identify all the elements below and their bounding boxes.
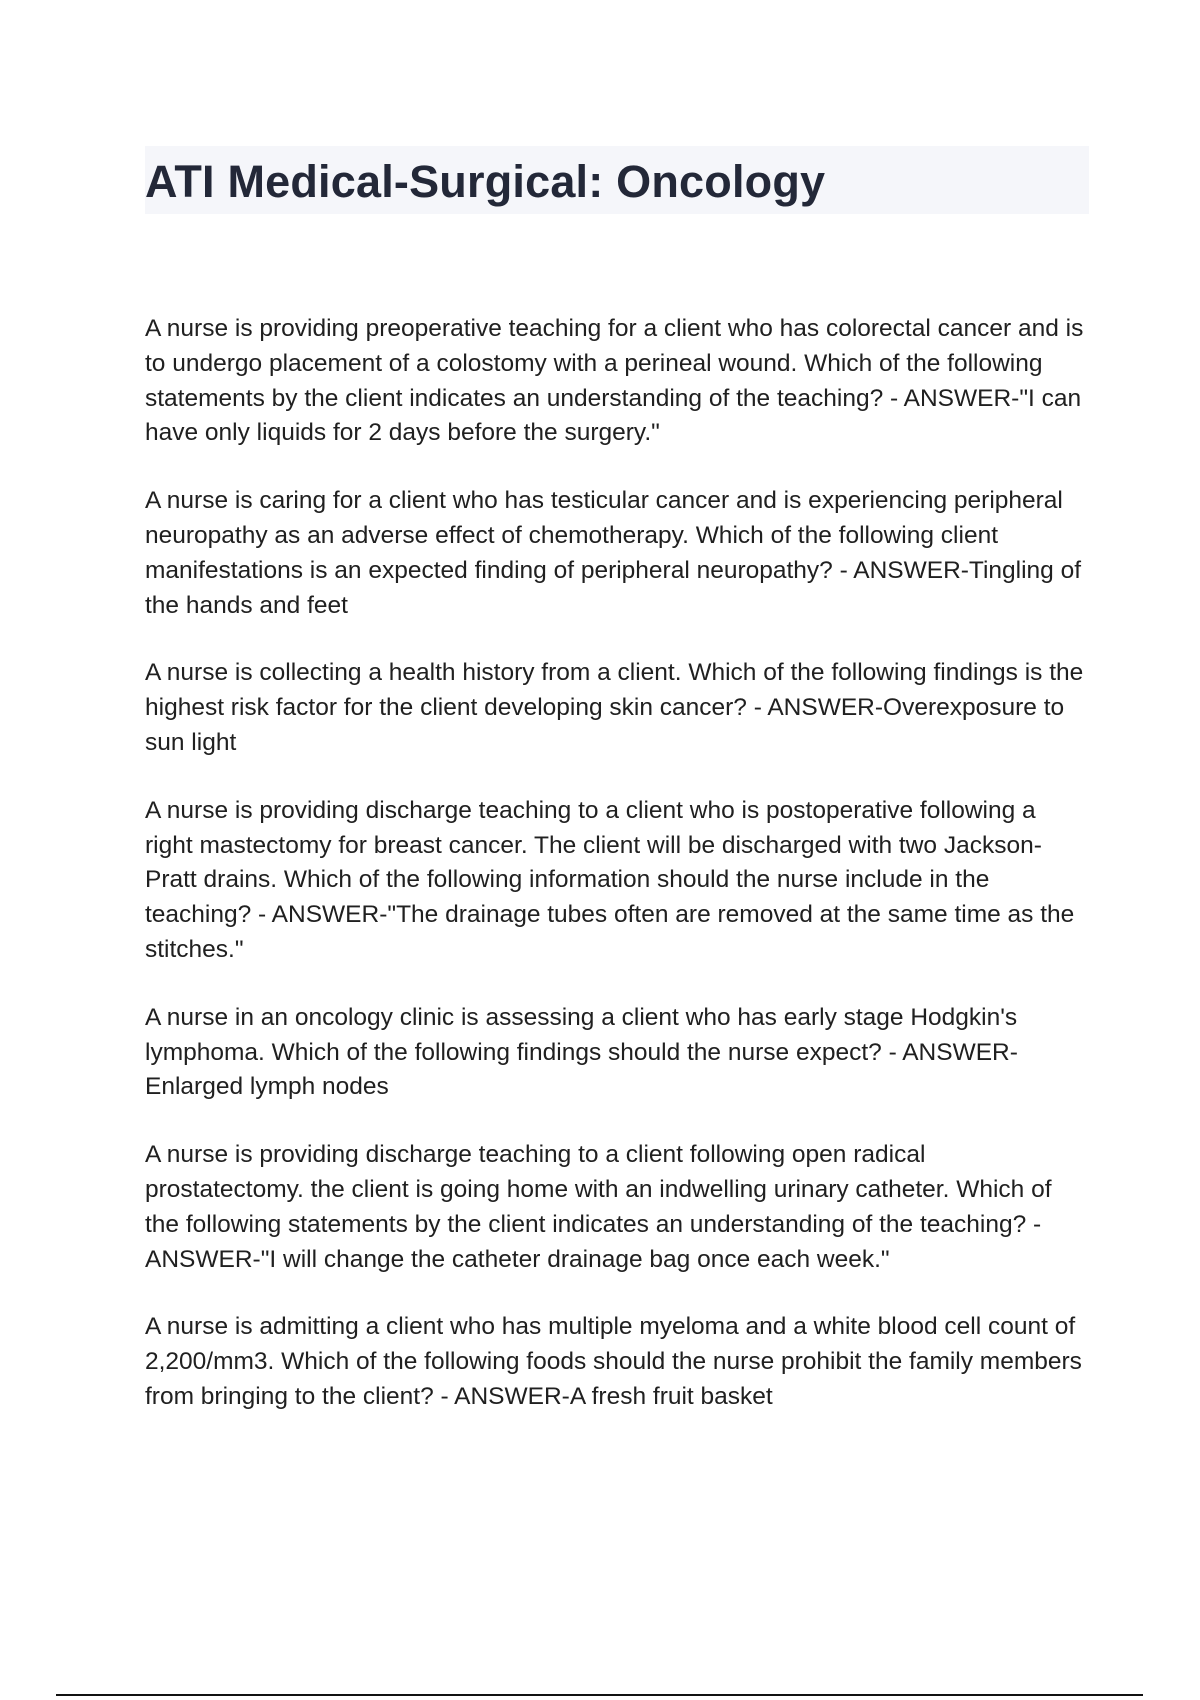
qa-paragraph: A nurse is admitting a client who has multiple myeloma and a white blood cell count of 2,200/mm3. Which of the following foods should the nurse prohibit the family members from bringing to the client? - ANSWER-A fresh fruit basket [145,1313,1082,1410]
qa-paragraph: A nurse is providing discharge teaching to a client who is postoperative following a right mastectomy for breast cancer. The client will be discharged with two Jackson-Pratt drains. Which of the following information should the nurse include in the teaching? - ANSWER-"The drainage tubes often are removed at the same time as the stitches." [145,796,1075,963]
footer-divider [56,1694,1143,1696]
qa-paragraph: A nurse is collecting a health history from a client. Which of the following findings is the highest risk factor for the client developing skin cancer? - ANSWER-Overexposure to sun light [145,659,1084,756]
qa-paragraph: A nurse in an oncology clinic is assessing a client who has early stage Hodgkin's lymphoma. Which of the following findings should the nurse expect? - ANSWER-Enlarged lymph nodes [145,1003,1018,1101]
question-answer-list [145,312,1089,1448]
qa-paragraph: A nurse is providing preoperative teaching for a client who has colorectal cancer and is to undergo placement of a colostomy with a perineal wound. Which of the following statements by the client indicates an understanding of the teaching? - ANSWER-"I can have only liquids for 2 days before the surgery." [145,315,1084,447]
title-band [145,146,1089,214]
qa-paragraph: A nurse is providing discharge teaching to a client following open radical prostatectomy. the client is going home with an indwelling urinary catheter. Which of the following statements by the client indicates an understanding of the teaching? - ANSWER-"I will change the catheter drainage bag once each week." [145,1141,1052,1273]
qa-paragraph: A nurse is caring for a client who has testicular cancer and is experiencing peripheral neuropathy as an adverse effect of chemotherapy. Which of the following client manifestations is an expected finding of peripheral neuropathy? - ANSWER-Tingling of the hands and feet [145,487,1082,619]
page-title: ATI Medical-Surgical: Oncology [145,156,826,207]
